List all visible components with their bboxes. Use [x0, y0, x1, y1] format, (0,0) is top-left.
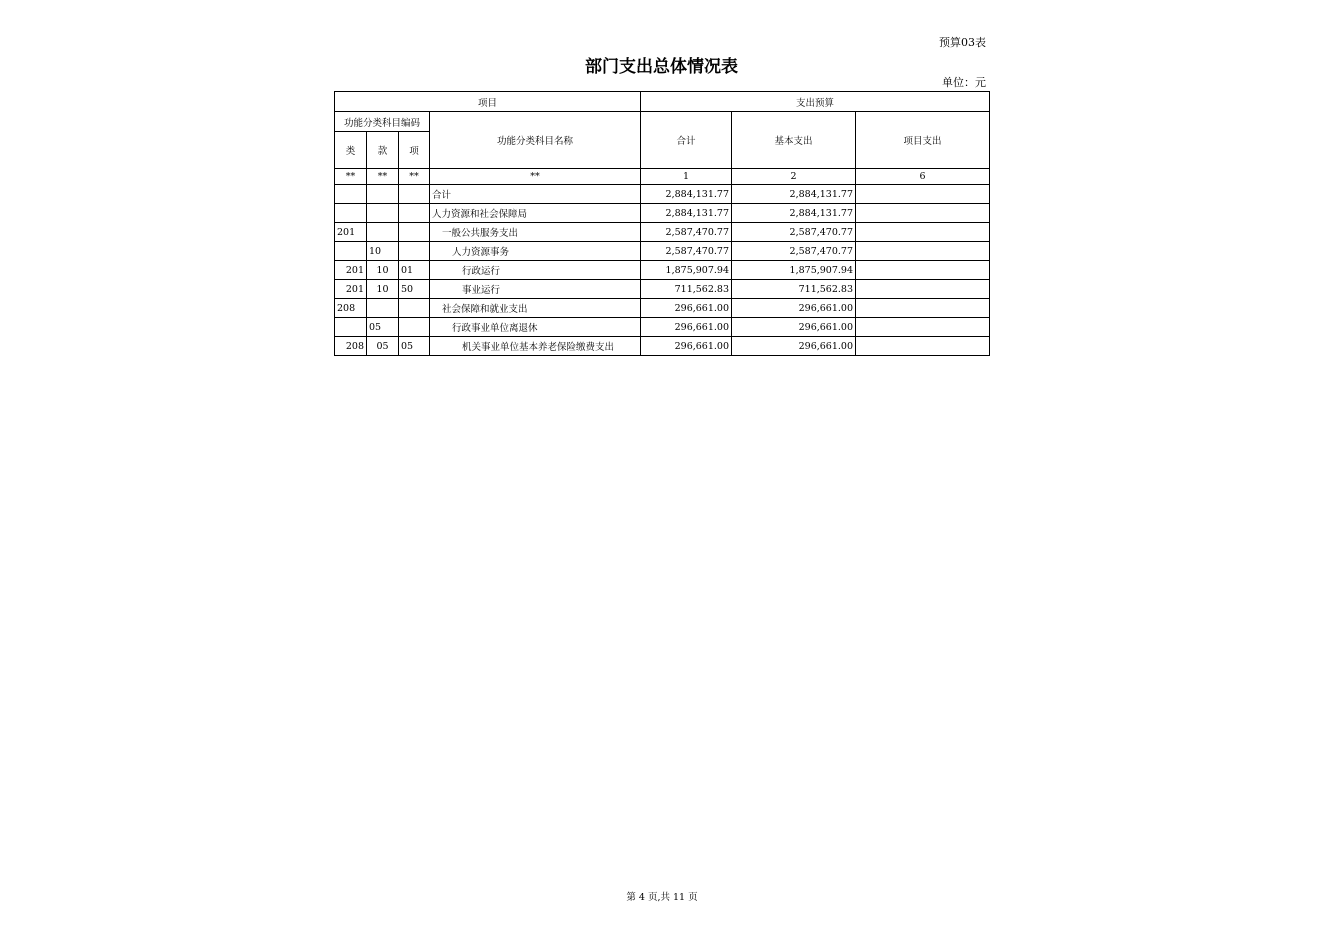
header-total: 合计: [641, 112, 732, 169]
cell-xiang: [399, 318, 430, 337]
cell-lei: [335, 318, 367, 337]
cell-total: 296,661.00: [641, 299, 732, 318]
index-name: **: [430, 169, 641, 185]
cell-lei: 201: [335, 223, 367, 242]
cell-kuan: [367, 223, 399, 242]
cell-name: 合计: [430, 185, 641, 204]
cell-basic: 2,884,131.77: [732, 185, 856, 204]
cell-lei: 201: [335, 280, 367, 299]
cell-lei: [335, 242, 367, 261]
cell-xiang: [399, 185, 430, 204]
cell-basic: 296,661.00: [732, 299, 856, 318]
cell-kuan: 05: [367, 337, 399, 356]
header-project: 项目支出: [856, 112, 990, 169]
cell-basic: 1,875,907.94: [732, 261, 856, 280]
cell-project: [856, 337, 990, 356]
table-row: [335, 337, 990, 356]
cell-xiang: [399, 223, 430, 242]
index-lei: **: [335, 169, 367, 185]
header-xiang: 项: [399, 132, 430, 169]
cell-total: 2,884,131.77: [641, 185, 732, 204]
cell-total: 711,562.83: [641, 280, 732, 299]
cell-xiang: 01: [399, 261, 430, 280]
table-row: [335, 223, 990, 242]
cell-basic: 296,661.00: [732, 337, 856, 356]
index-kuan: **: [367, 169, 399, 185]
header-basic: 基本支出: [732, 112, 856, 169]
index-basic: 2: [732, 169, 856, 185]
cell-lei: 201: [335, 261, 367, 280]
cell-project: [856, 280, 990, 299]
cell-basic: 2,587,470.77: [732, 242, 856, 261]
page-title: 部门支出总体情况表: [585, 57, 738, 77]
cell-total: 296,661.00: [641, 337, 732, 356]
cell-basic: 2,587,470.77: [732, 223, 856, 242]
cell-basic: 2,884,131.77: [732, 204, 856, 223]
table-row: [335, 261, 990, 280]
cell-total: 296,661.00: [641, 318, 732, 337]
table-row: [335, 280, 990, 299]
cell-name: 机关事业单位基本养老保险缴费支出: [430, 337, 641, 356]
cell-kuan: 10: [367, 280, 399, 299]
cell-project: [856, 261, 990, 280]
cell-xiang: [399, 242, 430, 261]
cell-lei: [335, 204, 367, 223]
cell-xiang: [399, 204, 430, 223]
header-name: 功能分类科目名称: [430, 112, 641, 169]
cell-project: [856, 204, 990, 223]
cell-lei: 208: [335, 299, 367, 318]
cell-xiang: [399, 299, 430, 318]
cell-project: [856, 299, 990, 318]
table-row: [335, 318, 990, 337]
cell-name: 人力资源事务: [430, 242, 641, 261]
table-row: [335, 185, 990, 204]
cell-project: [856, 185, 990, 204]
cell-kuan: 10: [367, 242, 399, 261]
index-project: 6: [856, 169, 990, 185]
header-kuan: 款: [367, 132, 399, 169]
cell-xiang: 50: [399, 280, 430, 299]
cell-project: [856, 223, 990, 242]
header-budget: 支出预算: [641, 92, 990, 112]
header-item: 项目: [335, 92, 641, 112]
page-number: 第 4 页,共 11 页: [626, 892, 698, 903]
cell-name: 行政运行: [430, 261, 641, 280]
cell-kuan: 05: [367, 318, 399, 337]
cell-basic: 711,562.83: [732, 280, 856, 299]
cell-total: 2,884,131.77: [641, 204, 732, 223]
cell-lei: 208: [335, 337, 367, 356]
cell-name: 事业运行: [430, 280, 641, 299]
cell-total: 2,587,470.77: [641, 242, 732, 261]
cell-xiang: 05: [399, 337, 430, 356]
cell-project: [856, 242, 990, 261]
index-total: 1: [641, 169, 732, 185]
table-row: [335, 204, 990, 223]
cell-kuan: [367, 204, 399, 223]
unit-label: 单位：元: [942, 76, 986, 89]
cell-name: 人力资源和社会保障局: [430, 204, 641, 223]
header-lei: 类: [335, 132, 367, 169]
index-xiang: **: [399, 169, 430, 185]
cell-lei: [335, 185, 367, 204]
cell-kuan: 10: [367, 261, 399, 280]
cell-total: 1,875,907.94: [641, 261, 732, 280]
table-row: [335, 242, 990, 261]
header-code: 功能分类科目编码: [335, 112, 430, 132]
table-code: 预算03表: [939, 36, 986, 49]
cell-name: 一般公共服务支出: [430, 223, 641, 242]
cell-total: 2,587,470.77: [641, 223, 732, 242]
cell-project: [856, 318, 990, 337]
cell-basic: 296,661.00: [732, 318, 856, 337]
budget-table: [334, 91, 990, 356]
cell-name: 行政事业单位离退休: [430, 318, 641, 337]
cell-name: 社会保障和就业支出: [430, 299, 641, 318]
cell-kuan: [367, 299, 399, 318]
cell-kuan: [367, 185, 399, 204]
table-row: [335, 299, 990, 318]
